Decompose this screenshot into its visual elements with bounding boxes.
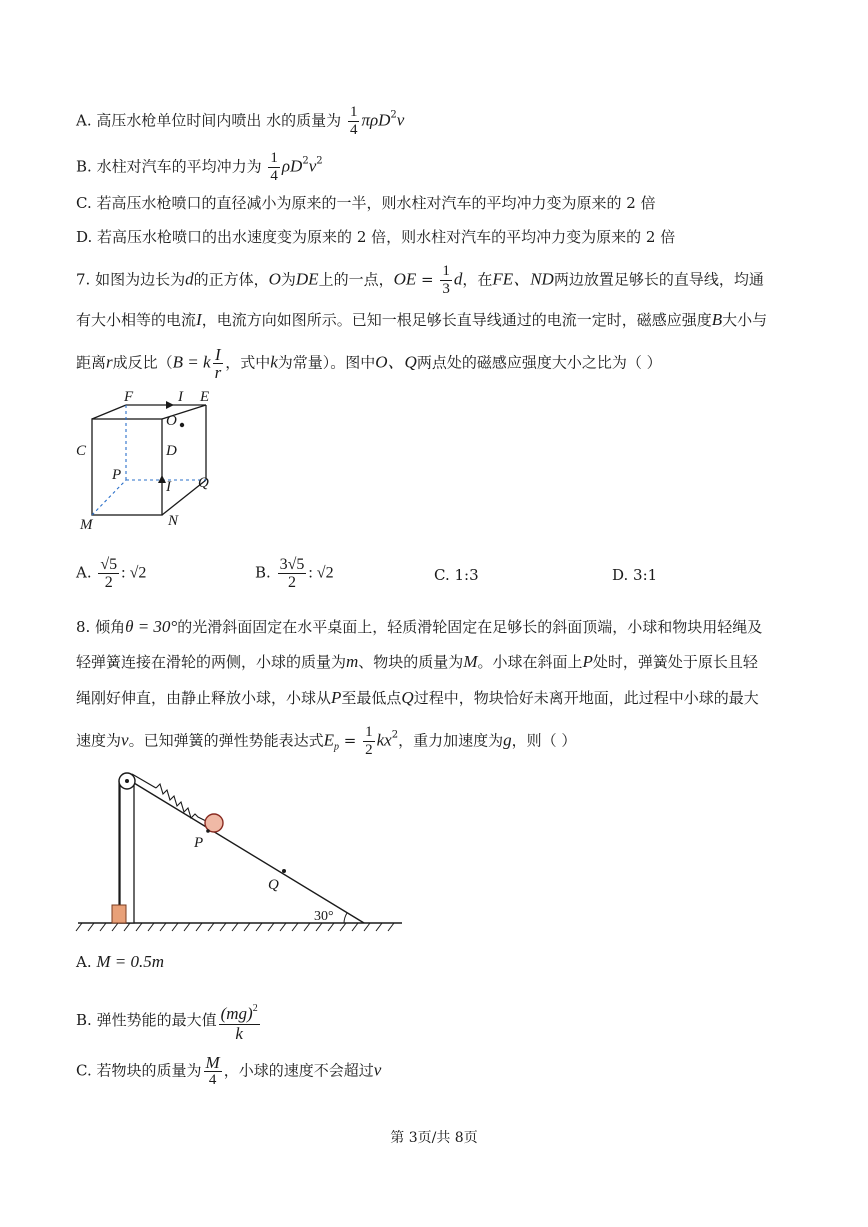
label-E: E: [200, 389, 210, 405]
incline-figure: [74, 765, 414, 940]
label-O: O: [166, 413, 177, 429]
cube-figure: [70, 385, 230, 535]
q7-option-d: D. 3:1: [612, 566, 658, 584]
spring: [156, 784, 206, 821]
q8-stem-line-1: 8. 倾角θ = 30°的光滑斜面固定在水平桌面上，轻质滑轮固定在足够长的斜面顶端，小球和物块用轻绳及: [76, 617, 763, 636]
q8-option-b: B. 弹性势能的最大值 $\frac{(mg)^2}{k}$: [76, 1000, 262, 1042]
page-footer: 第 3页/共 8页: [390, 1130, 478, 1146]
label-angle: 30°: [314, 909, 334, 924]
label-D: D: [166, 443, 177, 459]
pulley-post: [120, 781, 134, 923]
fraction: $\frac{3√5}{2}$: [279, 556, 305, 591]
q8-option-a: A. M = 0.5m: [76, 952, 165, 971]
label-Q: Q: [198, 475, 209, 491]
incline-surface: [134, 783, 364, 923]
q7-option-a: A. $\frac{√5}{2}$ : √2: [76, 556, 147, 591]
label-I-mid: I: [166, 479, 171, 495]
fraction: $\frac{I}{r}$: [214, 345, 222, 382]
q8-option-c: C. 若物块的质量为 $\frac{M}{4}$ ，小球的速度不会超过v: [76, 1053, 382, 1088]
fraction: $\frac{√5}{2}$: [100, 556, 118, 591]
label-Q: Q: [268, 877, 279, 893]
label-P: P: [194, 835, 204, 851]
point-P: [206, 829, 210, 833]
block: [112, 905, 126, 923]
cube-edge-CF: [92, 405, 126, 419]
q6-option-a: A. 高压水枪单位时间内喷出 水的质量为 $\frac{1}{4}$ πρD$^2$v: [76, 104, 405, 138]
fraction: $\frac{1}{4}$: [349, 104, 358, 138]
q6-option-d: D. 若高压水枪喷口的出水速度变为原来的 2 倍，则水柱对汽车的平均冲力变为原来的 2 倍: [76, 228, 676, 246]
fraction: $\frac{1}{2}$: [365, 724, 373, 758]
cube-front-face: [92, 419, 162, 515]
label-P: P: [112, 467, 122, 483]
fraction: $\frac{(mg)^2}{k}$: [219, 1000, 260, 1042]
point-O: [180, 423, 184, 427]
current-arrow-side: [158, 475, 166, 483]
cube-hidden-edge-MP: [92, 480, 126, 515]
label-F: F: [124, 389, 134, 405]
point-Q: [282, 869, 286, 873]
fraction: $\frac{1}{3}$: [442, 263, 450, 297]
label-I-top: I: [178, 389, 183, 405]
q7-option-b: B. $\frac{3√5}{2}$ : √2: [255, 556, 334, 591]
q6-option-c: C. 若高压水枪喷口的直径减小为原来的一半，则水柱对汽车的平均冲力变为原来的 2 倍: [76, 194, 656, 212]
q8-stem-line-4: 速度为v。已知弹簧的弹性势能表达式$E_p$ = $\frac{1}{2}$ $kx^2$，重力加速度为g，则（ ）: [76, 724, 577, 758]
q7-stem-line-3: 距离r成反比（B = k $\frac{I}{r}$ ，式中k为常量）。图中O、Q两点处的磁感应强度大小之比为（ ）: [76, 345, 662, 382]
current-arrow-top: [166, 401, 174, 409]
fraction: $\frac{1}{4}$: [270, 150, 278, 184]
label-N: N: [168, 513, 179, 529]
label-C: C: [76, 443, 87, 459]
label-M: M: [80, 517, 93, 533]
q8-stem-line-3: 绳刚好伸直，由静止释放小球，小球从P至最低点Q过程中，物块恰好未离开地面，此过程中小球的最大: [76, 688, 759, 707]
q8-stem-line-2: 轻弹簧连接在滑轮的两侧，小球的质量为m、物块的质量为M。小球在斜面上P处时，弹簧处于原长且轻: [76, 652, 758, 671]
fraction: $\frac{M}{4}$: [205, 1053, 220, 1088]
q7-option-c: C. 1:3: [434, 566, 479, 584]
q7-stem-line-2: 有大小相等的电流I，电流方向如图所示。已知一根足够长直导线通过的电流一定时，磁感应强度B大小与: [76, 310, 768, 329]
q6-option-b: B. 水柱对汽车的平均冲力为 $\frac{1}{4}$ $\rho D^2v^2$: [76, 150, 323, 184]
angle-arc: [344, 913, 347, 923]
q7-stem-line-1: 7. 如图为边长为d的正方体，O为DE上的一点，OE = $\frac{1}{3}$ d，在FE、ND两边放置足够长的直导线，均通: [76, 263, 764, 297]
